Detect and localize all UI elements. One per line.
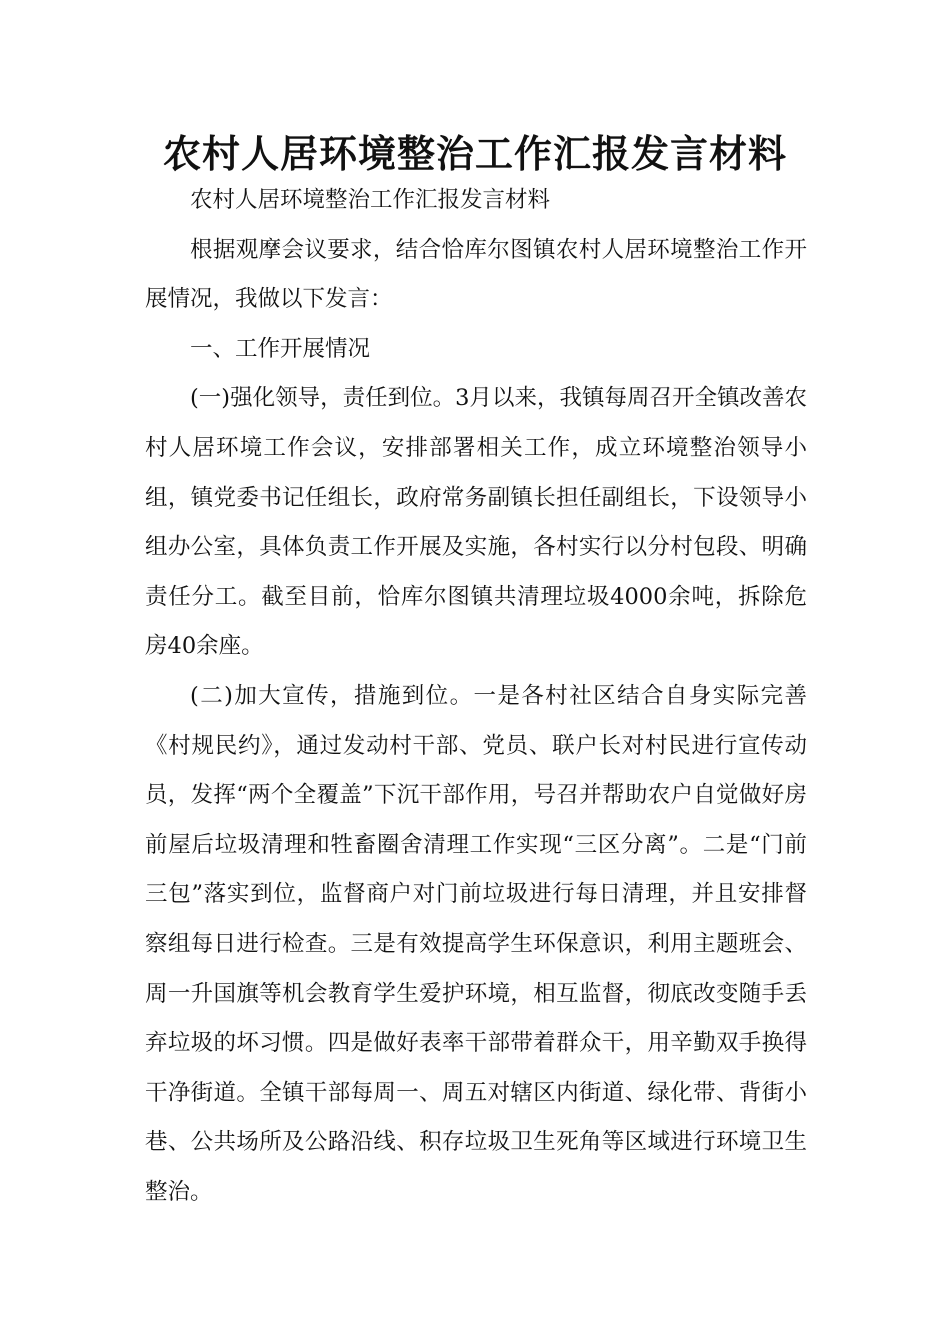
body-paragraph: (一)强化领导，责任到位。3月以来，我镇每周召开全镇改善农村人居环境工作会议，安排部署相关工作，成立环境整治领导小组，镇党委书记任组长，政府常务副镇长担任副组长，下设领导小组办公室，具体负责工作开展及实施，各村实行以分村包段、明确责任分工。截至目前，恰库尔图镇共清理垃圾4000余吨，拆除危房40余座。 [145,385,807,660]
document-body [145,176,807,1217]
body-paragraph: (二)加大宣传，措施到位。一是各村社区结合自身实际完善《村规民约》，通过发动村干部、党员、联户长对村民进行宣传动员，发挥“两个全覆盖”下沉干部作用，号召并帮助农户自觉做好房前屋后垃圾清理和牲畜圈舍清理工作实现“三区分离”。二是“门前三包”落实到位，监督商户对门前垃圾进行每日清理，并且安排督察组每日进行检查。三是有效提高学生环保意识，利用主题班会、周一升国旗等机会教育学生爱护环境，相互监督，彻底改变随手丢弃垃圾的坏习惯。四是做好表率干部带着群众干，用辛勤双手换得干净街道。全镇干部每周一、周五对辖区内街道、绿化带、背街小巷、公共场所及公路沿线、积存垃圾卫生死角等区域进行环境卫生整治。 [145,682,807,1205]
section-heading: 一、工作开展情况 [190,335,371,362]
document-title: 农村人居环境整治工作汇报发言材料 [162,132,787,176]
intro-paragraph: 根据观摩会议要求，结合恰库尔图镇农村人居环境整治工作开展情况，我做以下发言： [145,236,807,313]
subtitle-paragraph: 农村人居环境整治工作汇报发言材料 [190,187,551,213]
